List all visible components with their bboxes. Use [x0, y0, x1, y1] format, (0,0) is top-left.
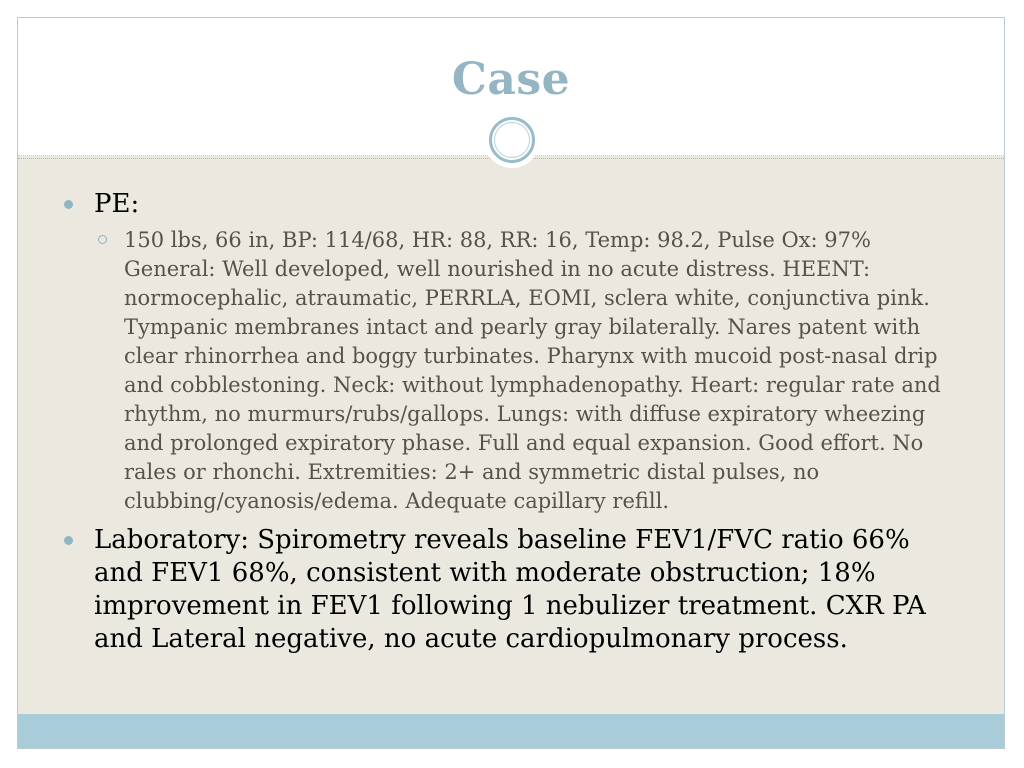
- circle-ornament-icon: [484, 112, 540, 168]
- bullet-pe: [18, 188, 1004, 221]
- slide: [17, 17, 1005, 749]
- sub-bullet-exam-findings: [18, 226, 1004, 516]
- slide-content: [18, 176, 1004, 656]
- footer-band: [18, 714, 1004, 748]
- bullet-laboratory: [18, 524, 1004, 656]
- bullet-pe-text: PE:: [94, 189, 140, 219]
- sub-bullet-circle-icon: [98, 235, 107, 244]
- bullet-dot-icon: [64, 200, 73, 209]
- sub-bullet-exam-text: 150 lbs, 66 in, BP: 114/68, HR: 88, RR: 16, Temp: 98.2, Pulse Ox: 97% General: Well developed, well nourished in no acute distress. HEENT: normocephalic, atraumatic, PERRLA, EOMI, sclera white, conjunctiva pink. Tympanic membranes intact and pearly gray bilaterally. Nares patent with clear rhinorrhea and boggy turbinates. Pharynx with mucoid post-nasal drip and cobblestoning. Neck: without lymphadenopathy. Heart: regular rate and rhythm, no murmurs/rubs/gallops. Lungs: with diffuse expiratory wheezing and prolonged expiratory phase. Full and equal expansion. Good effort. No rales or rhonchi. Extremities: 2+ and symmetric distal pulses, no clubbing/cyanosis/edema. Adequate capillary refill.: [124, 228, 941, 513]
- ornament-inner-ring: [494, 122, 530, 158]
- bullet-laboratory-text: Laboratory: Spirometry reveals baseline FEV1/FVC ratio 66% and FEV1 68%, consistent with moderate obstruction; 18% improvement in FEV1 following 1 nebulizer treatment. CXR PA and Lateral negative, no acute cardiopulmonary process.: [94, 525, 926, 654]
- bullet-dot-icon: [64, 536, 73, 545]
- slide-title: Case: [451, 54, 571, 105]
